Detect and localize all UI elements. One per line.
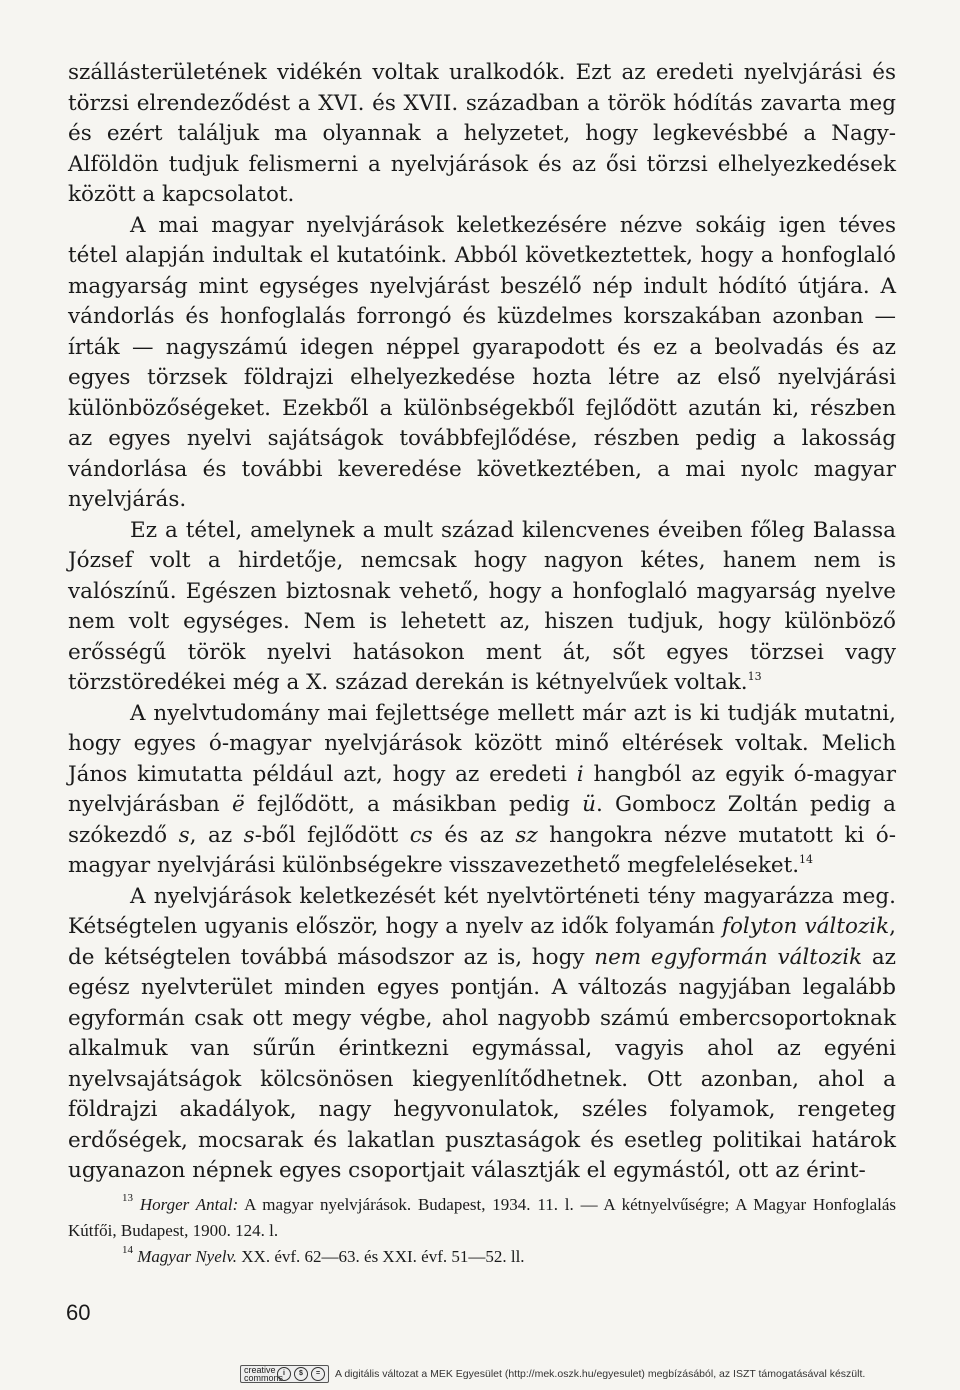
italic-text: folyton változik: [722, 914, 890, 939]
cc-by-icon: i: [277, 1367, 291, 1381]
paragraph-3: [68, 516, 896, 699]
text-run: fejlődött, a másikban pedig: [244, 792, 583, 817]
paragraph-2: [68, 211, 896, 516]
text-run: , az: [189, 822, 244, 848]
license-bar: [240, 1364, 865, 1384]
italic-text: s: [178, 822, 190, 848]
text-run: hangokra nézve mutatott ki ó-magyar nyelvjárási különbségekre visszavezethető megfeleléseket.: [68, 822, 897, 878]
text-run: A magyar nyelvjárások. Budapest, 1934. 11. l. — A kétnyelvűségre; A Magyar Honfoglalás Kútfői, Budapest, 1900. 124. l.: [68, 1195, 897, 1240]
footnote-1: [68, 1192, 896, 1244]
body-text: [68, 58, 896, 1187]
cc-nc-icon: $: [294, 1367, 308, 1381]
cc-logo-text: creative commons: [244, 1365, 284, 1383]
italic-text: i: [576, 761, 584, 787]
italic-text: ü: [582, 792, 596, 817]
italic-text: cs: [409, 822, 433, 848]
paragraph-4: [68, 699, 896, 882]
text-run: Ez a tétel, amelynek a mult század kilencvenes éveiben főleg Balassa József volt a hirdetője, nemcsak hogy nagyon kétes, hanem nem is valószínű. Egészen biztosnak vehető, hogy a honfoglaló magyarság nyelve nem volt egységes. Nem is lehetett az, hiszen tudjuk, hogy különböző erősségű török nyelvi hatásokon ment át, sőt egyes törzsei vagy törzstöredékei még a X. század derekán is kétnyelvűek voltak.: [68, 517, 896, 695]
text-run: [133, 1195, 140, 1214]
footnote-2: [68, 1244, 896, 1270]
footnote-marker: 13: [747, 670, 762, 683]
italic-text: sz: [515, 822, 538, 848]
text-run: A mai magyar nyelvjárások keletkezésére nézve sokáig igen téves tétel alapján indultak el kutatóink. Abból következtettek, hogy a honfoglaló magyarság mint egységes nyelvjárást beszélő nép indult hódító útjára. A vándorlás és honfoglalás forrongó és küzdelmes korszakában azonban — írták — nagyszámú idegen néppel gyarapodott és ez a beolvadás és az egyes törzsek földrajzi elhelyezkedése hozta létre az első nyelvjárási különbözőségeket. Ezekből a különbségekből fejlődött azután ki, részben az egyes nyelvi sajátságok továbbfejlődése, részben pedig a lakosság vándorlása és további keveredése következtében, a mai nyolc magyar nyelvjárás.: [68, 212, 896, 512]
cc-nd-icon: =: [311, 1367, 325, 1381]
text-run: , de kétségtelen továbbá másodszor az is, hogy: [68, 914, 896, 970]
creative-commons-logo: [240, 1365, 329, 1383]
footnotes: [68, 1192, 896, 1270]
text-run: szállásterületének vidékén voltak uralkodók. Ezt az eredeti nyelvjárási és törzsi elrendeződést a XVI. és XVII. században a török hódítás zavarta meg és ezért találjuk ma olyannak a helyzetet, hogy legkevésbbé a Nagy-Alföldön tudjuk felismerni a nyelvjárások és az ősi törzsi elhelyezkedések között a kapcsolatot.: [68, 60, 896, 207]
text-run: . Gombocz Zoltán pedig a szókezdő: [68, 792, 896, 848]
text-run: A nyelvtudomány mai fejlettsége mellett már azt is ki tudják mutatni, hogy egyes ó-magyar nyelvjárások között minő eltérések voltak. Melich János kimutatta például azt, hogy az eredeti: [68, 700, 896, 787]
text-run: hangból az egyik ó-magyar nyelvjárásban: [68, 761, 897, 817]
italic-text: ë: [232, 792, 245, 817]
page-number: 60: [66, 1300, 91, 1325]
italic-text: s: [243, 822, 255, 848]
italic-text: Magyar Nyelv.: [137, 1247, 238, 1266]
text-run: A nyelvjárások keletkezését két nyelvtörténeti tény magyarázza meg. Kétségtelen ugyanis először, hogy a nyelv az idők folyamán: [68, 883, 896, 939]
footnote-marker: 13: [122, 1192, 133, 1204]
italic-text: nem egyformán változik: [594, 944, 863, 970]
license-text: A digitális változat a MEK Egyesület (http://mek.oszk.hu/egyesulet) megbízásából, az ISZT támogatásával készült.: [335, 1368, 866, 1380]
footnote-marker: 14: [122, 1244, 133, 1256]
text-run: -ből fejlődött: [254, 822, 410, 848]
text-run: XX. évf. 62—63. és XXI. évf. 51—52. ll.: [237, 1247, 525, 1266]
paragraph-5: [68, 882, 896, 1187]
footnote-marker: 14: [799, 853, 814, 866]
italic-text: Horger Antal:: [139, 1195, 239, 1214]
text-run: és az: [432, 822, 516, 848]
paragraph-1: [68, 58, 896, 211]
text-run: az egész nyelvterület minden egyes pontján. A változás nagyjában legalább egyformán csak ott megy végbe, ahol nagyobb számú embercsoportoknak alkalmuk van sűrűn érintkezni egymással, vagyis ahol az egyéni nyelvsajátságok kölcsönösen kiegyenlítődhetnek. Ott azonban, ahol a földrajzi akadályok, nagy hegyvonulatok, széles folyamok, rengeteg erdőségek, mocsarak és lakatlan pusztaságok és esetleg politikai határok ugyanazon népnek egyes csoportjait választják el egymástól, ott az érint-: [68, 944, 896, 1183]
